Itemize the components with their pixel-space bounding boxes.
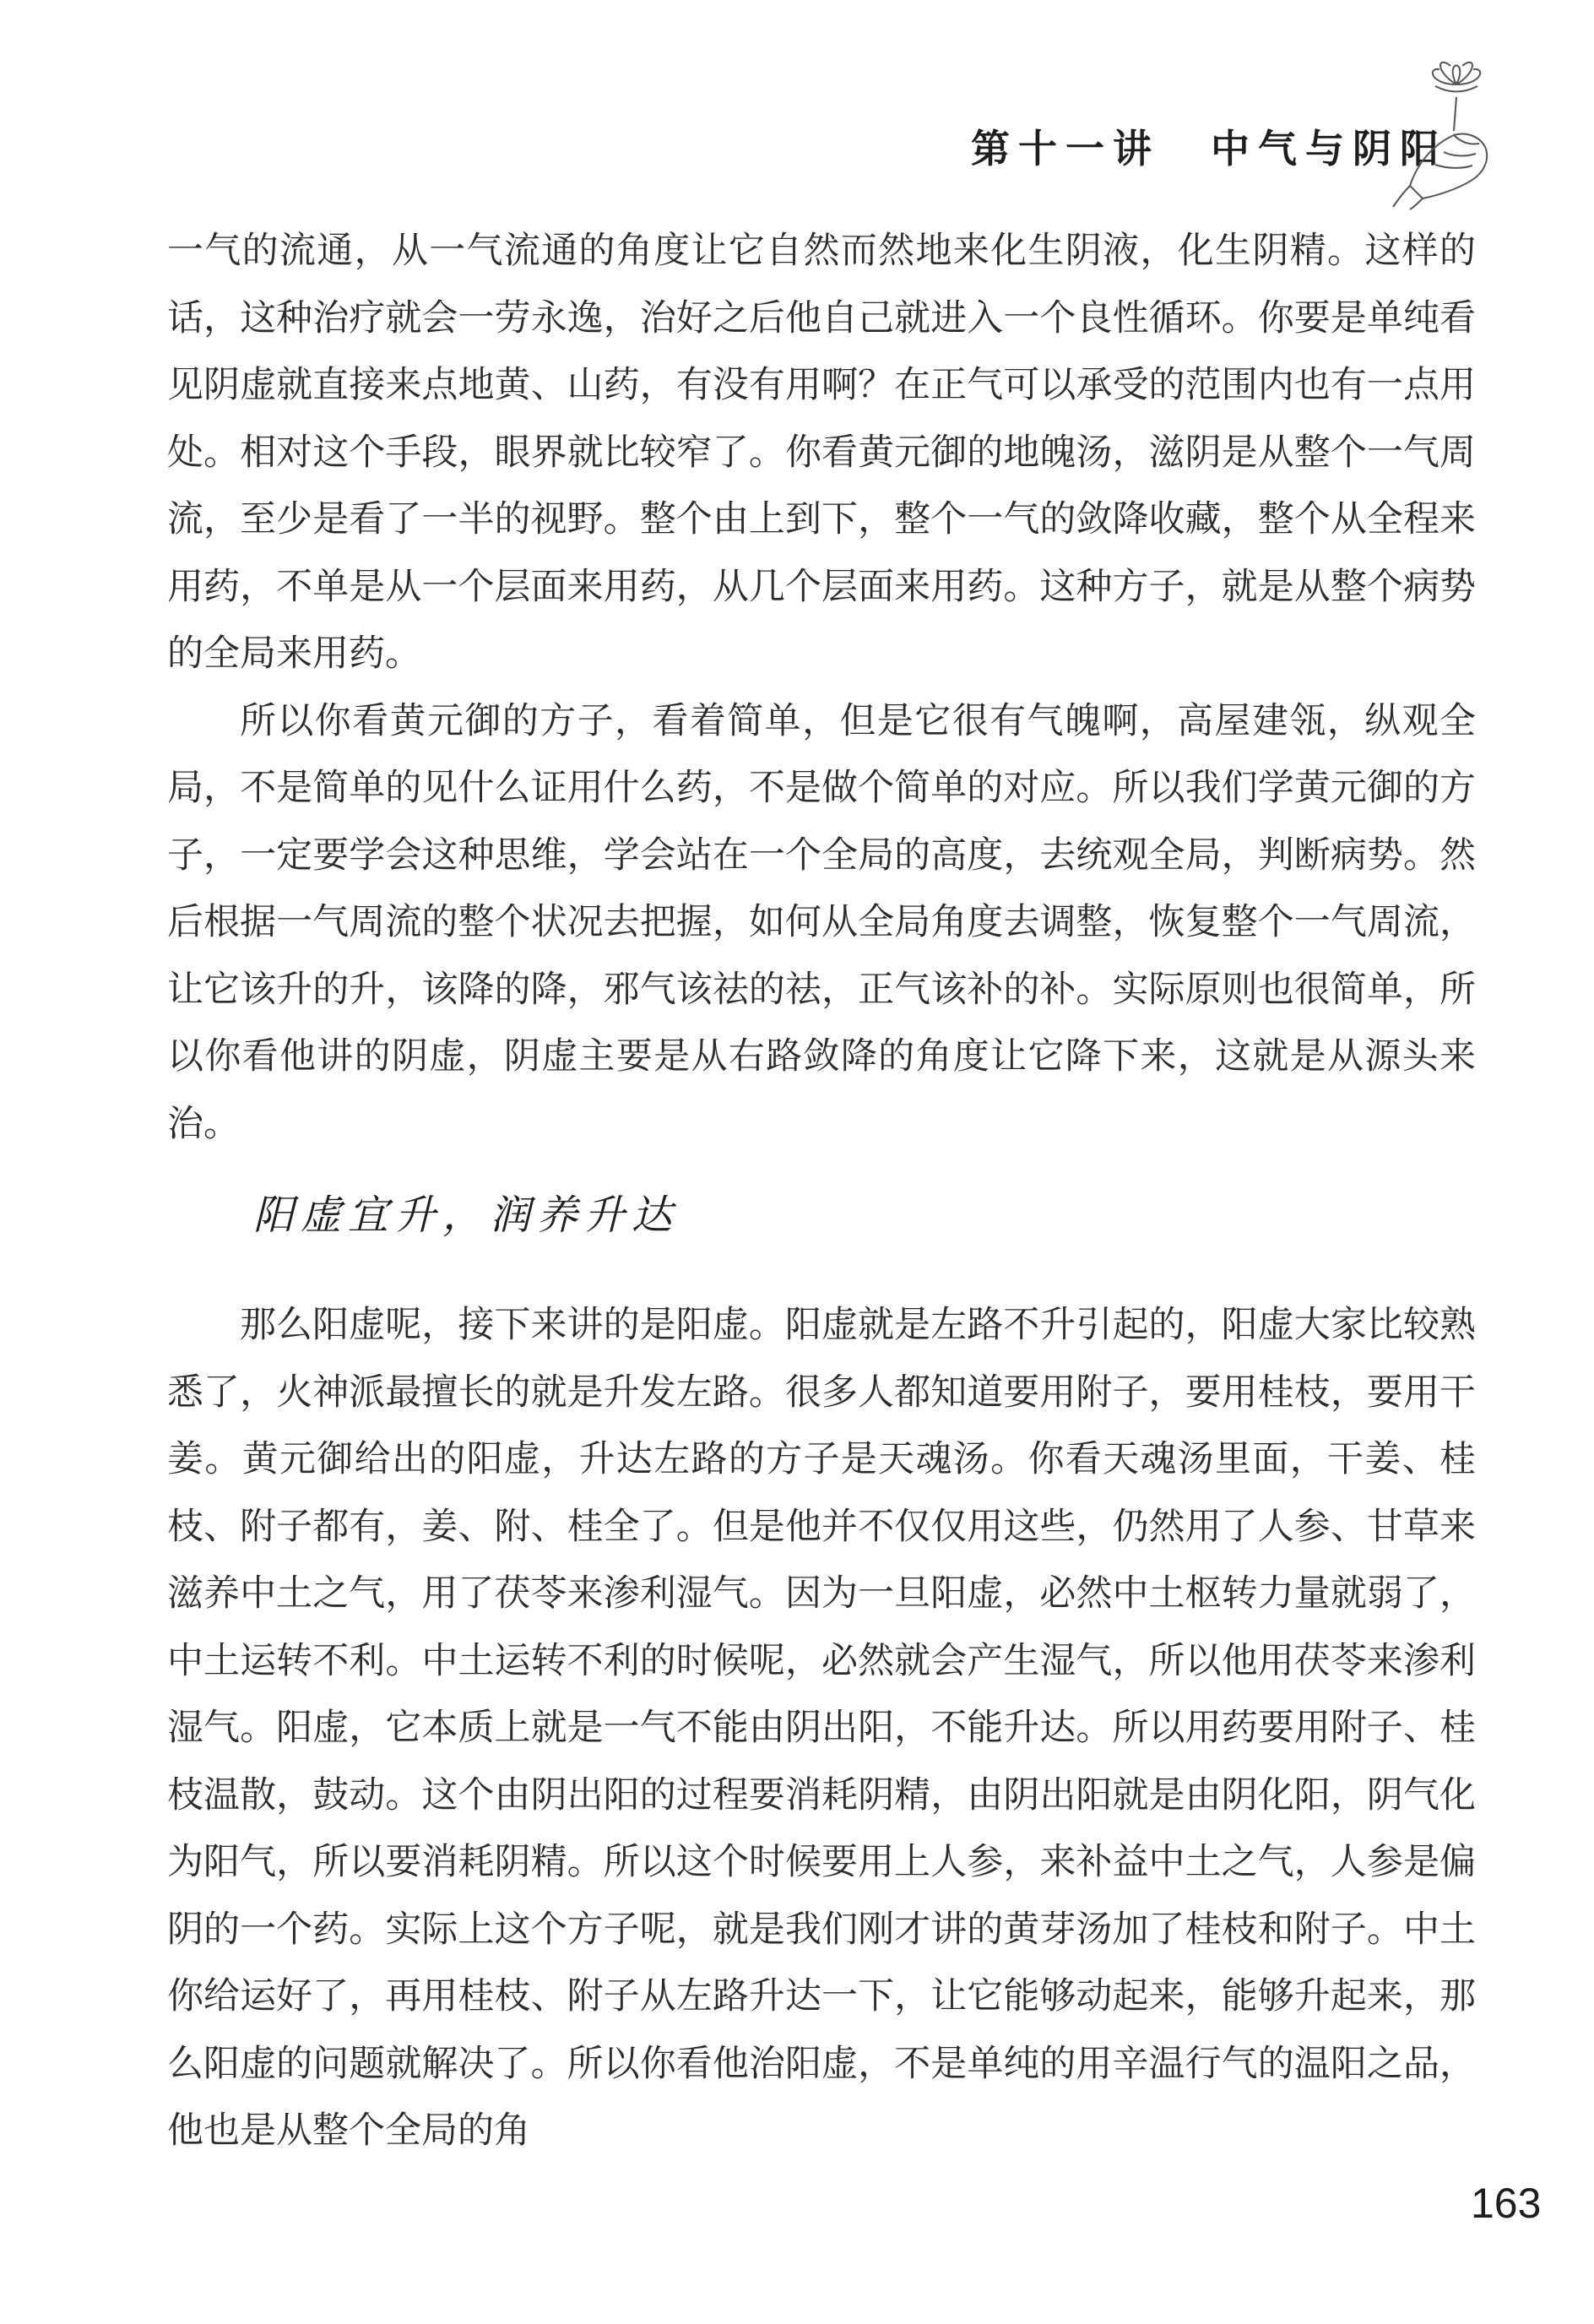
chapter-title: 中气与阴阳 (1211, 126, 1447, 171)
lotus-hand-icon (1385, 51, 1511, 211)
lecture-number: 第十一讲 (971, 126, 1160, 171)
running-header (971, 118, 1447, 177)
body-text-top (167, 218, 1476, 1158)
paragraph-continued: 一气的流通，从一气流通的角度让它自然而然地来化生阴液，化生阴精。这样的话，这种治疗就会一劳永逸，治好之后他自己就进入一个良性循环。你要是单纯看见阴虚就直接来点地黄、山药，有没有用啊？在正气可以承受的范围内也有一点用处。相对这个手段，眼界就比较窄了。你看黄元御的地魄汤，滋阴是从整个一气周流，至少是看了一半的视野。整个由上到下，整个一气的敛降收藏，整个从全程来用药，不单是从一个层面来用药，从几个层面来用药。这种方子，就是从整个病势的全局来用药。 (167, 230, 1476, 675)
paragraph: 所以你看黄元御的方子，看着简单，但是它很有气魄啊，高屋建瓴，纵观全局，不是简单的见什么证用什么药，不是做个简单的对应。所以我们学黄元御的方子，一定要学会这种思维，学会站在一个全局的高度，去统观全局，判断病势。然后根据一气周流的整个状况去把握，如何从全局角度去调整，恢复整个一气周流，让它该升的升，该降的降，邪气该祛的祛，正气该补的补。实际原则也很简单，所以你看他讲的阴虚，阴虚主要是从右路敛降的角度让它降下来，这就是从源头来治。 (167, 699, 1476, 1145)
page-number: 163 (1471, 2180, 1542, 2227)
body-text-bottom (167, 1292, 1476, 2165)
paragraph: 那么阳虚呢，接下来讲的是阳虚。阳虚就是左路不升引起的，阳虚大家比较熟悉了，火神派最擅长的就是升发左路。很多人都知道要用附子，要用桂枝，要用干姜。黄元御给出的阳虚，升达左路的方子是天魂汤。你看天魂汤里面，干姜、桂枝、附子都有，姜、附、桂全了。但是他并不仅仅用这些，仍然用了人参、甘草来滋养中土之气，用了茯苓来渗利湿气。因为一旦阳虚，必然中土枢转力量就弱了，中土运转不利。中土运转不利的时候呢，必然就会产生湿气，所以他用茯苓来渗利湿气。阳虚，它本质上就是一气不能由阴出阳，不能升达。所以用药要用附子、桂枝温散，鼓动。这个由阴出阳的过程要消耗阴精，由阴出阳就是由阴化阳，阴气化为阳气，所以要消耗阴精。所以这个时候要用上人参，来补益中土之气，人参是偏阴的一个药。实际上这个方子呢，就是我们刚才讲的黄芽汤加了桂枝和附子。中土你给运好了，再用桂枝、附子从左路升达一下，让它能够动起来，能够升起来，那么阳虚的问题就解决了。所以你看他治阳虚，不是单纯的用辛温行气的温阳之品，他也是从整个全局的角 (167, 1304, 1476, 2152)
section-heading: 阳虚宜升，润养升达 (253, 1192, 680, 1239)
